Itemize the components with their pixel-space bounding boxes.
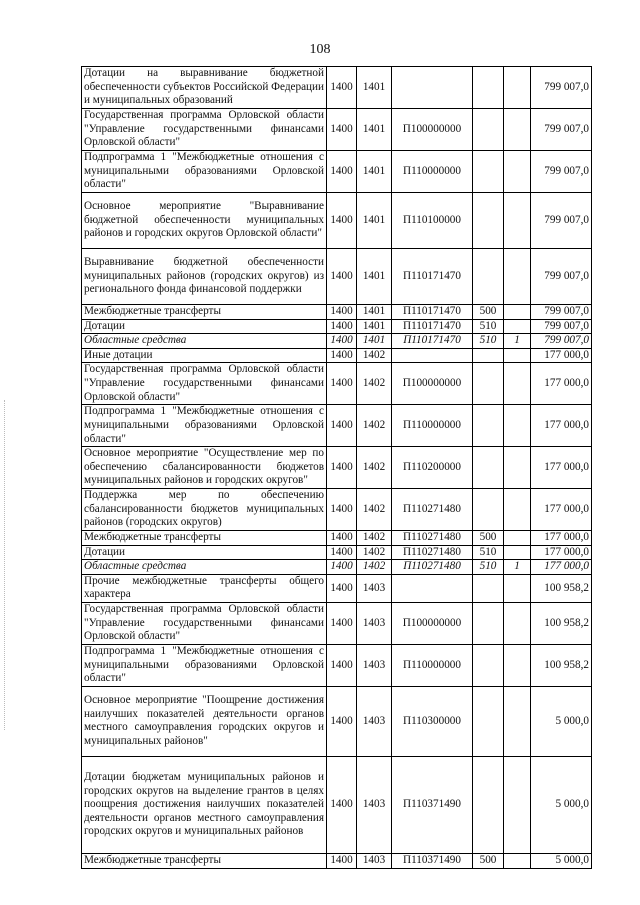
table-row (82, 489, 592, 531)
cell-funding-source (504, 67, 531, 109)
cell-funding-source: 1 (504, 334, 531, 349)
cell-name: Поддержка мер по обеспечению сбалансированности бюджетов муниципальных районов (городских округов) (82, 489, 327, 531)
cell-section: 1400 (327, 305, 357, 320)
table-row (82, 574, 592, 602)
cell-expense-type (473, 405, 504, 447)
cell-funding-source (504, 574, 531, 602)
cell-amount: 5 000,0 (531, 686, 592, 756)
cell-section: 1400 (327, 545, 357, 560)
cell-target-article: П110271480 (392, 545, 473, 560)
table-row (82, 319, 592, 334)
cell-target-article: П100000000 (392, 363, 473, 405)
cell-funding-source (504, 348, 531, 363)
cell-section: 1400 (327, 109, 357, 151)
cell-amount: 100 958,2 (531, 602, 592, 644)
table-row (82, 686, 592, 756)
cell-amount: 799 007,0 (531, 109, 592, 151)
cell-funding-source (504, 447, 531, 489)
cell-funding-source (504, 686, 531, 756)
cell-name: Межбюджетные трансферты (82, 853, 327, 868)
cell-name: Областные средства (82, 334, 327, 349)
table-row (82, 334, 592, 349)
cell-name: Дотации бюджетам муниципальных районов и городских округов на выделение грантов в целях поощрения достижения наилучших показателей деятельности органов местного самоуправления городских округов и муниципальных районов (82, 756, 327, 853)
cell-funding-source: 1 (504, 560, 531, 575)
cell-expense-type (473, 447, 504, 489)
cell-subsection: 1401 (357, 319, 392, 334)
cell-funding-source (504, 249, 531, 305)
table-row (82, 363, 592, 405)
cell-name: Межбюджетные трансферты (82, 305, 327, 320)
cell-target-article: П110171470 (392, 319, 473, 334)
cell-funding-source (504, 405, 531, 447)
cell-target-article (392, 67, 473, 109)
cell-section: 1400 (327, 151, 357, 193)
cell-amount: 100 958,2 (531, 574, 592, 602)
budget-table-body (82, 67, 592, 869)
cell-amount: 100 958,2 (531, 644, 592, 686)
margin-marks (4, 400, 7, 730)
cell-target-article: П110000000 (392, 405, 473, 447)
cell-expense-type: 510 (473, 334, 504, 349)
cell-name: Прочие межбюджетные трансферты общего характера (82, 574, 327, 602)
cell-subsection: 1401 (357, 305, 392, 320)
cell-section: 1400 (327, 530, 357, 545)
cell-funding-source (504, 305, 531, 320)
cell-amount: 5 000,0 (531, 756, 592, 853)
cell-section: 1400 (327, 853, 357, 868)
cell-funding-source (504, 545, 531, 560)
cell-funding-source (504, 644, 531, 686)
page-number: 108 (309, 42, 331, 57)
table-row (82, 644, 592, 686)
cell-name: Подпрограмма 1 "Межбюджетные отношения с муниципальными образованиями Орловской области" (82, 405, 327, 447)
cell-amount: 177 000,0 (531, 545, 592, 560)
table-row (82, 560, 592, 575)
cell-amount: 5 000,0 (531, 853, 592, 868)
cell-target-article (392, 574, 473, 602)
cell-expense-type (473, 193, 504, 249)
cell-name: Государственная программа Орловской области "Управление государственными финансами Орловской области" (82, 363, 327, 405)
cell-subsection: 1401 (357, 249, 392, 305)
cell-target-article: П110271480 (392, 530, 473, 545)
cell-subsection: 1402 (357, 348, 392, 363)
cell-target-article: П100000000 (392, 602, 473, 644)
cell-subsection: 1403 (357, 602, 392, 644)
budget-table (81, 66, 592, 869)
cell-expense-type: 500 (473, 853, 504, 868)
cell-name: Основное мероприятие "Осуществление мер по обеспечению сбалансированности бюджетов муниципальных районов и городских округов" (82, 447, 327, 489)
cell-expense-type (473, 602, 504, 644)
cell-section: 1400 (327, 249, 357, 305)
cell-target-article: П110100000 (392, 193, 473, 249)
cell-target-article: П110000000 (392, 151, 473, 193)
cell-expense-type (473, 756, 504, 853)
cell-subsection: 1403 (357, 644, 392, 686)
cell-expense-type: 500 (473, 530, 504, 545)
cell-subsection: 1402 (357, 560, 392, 575)
cell-amount: 799 007,0 (531, 305, 592, 320)
cell-target-article: П110171470 (392, 305, 473, 320)
cell-funding-source (504, 756, 531, 853)
cell-subsection: 1402 (357, 447, 392, 489)
cell-amount: 799 007,0 (531, 319, 592, 334)
cell-name: Подпрограмма 1 "Межбюджетные отношения с муниципальными образованиями Орловской области" (82, 151, 327, 193)
cell-section: 1400 (327, 334, 357, 349)
table-row (82, 249, 592, 305)
cell-section: 1400 (327, 644, 357, 686)
cell-expense-type: 510 (473, 545, 504, 560)
cell-target-article: П110200000 (392, 447, 473, 489)
cell-section: 1400 (327, 405, 357, 447)
cell-amount: 177 000,0 (531, 489, 592, 531)
cell-amount: 177 000,0 (531, 363, 592, 405)
cell-name: Дотации на выравнивание бюджетной обеспеченности субъектов Российской Федерации и муниципальных образований (82, 67, 327, 109)
cell-name: Иные дотации (82, 348, 327, 363)
cell-section: 1400 (327, 67, 357, 109)
table-row (82, 853, 592, 868)
cell-amount: 177 000,0 (531, 560, 592, 575)
cell-expense-type (473, 151, 504, 193)
cell-funding-source (504, 602, 531, 644)
cell-expense-type: 510 (473, 319, 504, 334)
cell-expense-type (473, 67, 504, 109)
table-row (82, 109, 592, 151)
cell-section: 1400 (327, 602, 357, 644)
cell-section: 1400 (327, 489, 357, 531)
cell-funding-source (504, 193, 531, 249)
table-row (82, 67, 592, 109)
cell-amount: 799 007,0 (531, 67, 592, 109)
cell-funding-source (504, 319, 531, 334)
cell-expense-type (473, 348, 504, 363)
cell-target-article: П110000000 (392, 644, 473, 686)
cell-name: Межбюджетные трансферты (82, 530, 327, 545)
cell-subsection: 1403 (357, 686, 392, 756)
cell-subsection: 1401 (357, 67, 392, 109)
cell-amount: 177 000,0 (531, 405, 592, 447)
cell-target-article: П110171470 (392, 249, 473, 305)
cell-name: Областные средства (82, 560, 327, 575)
cell-target-article: П110171470 (392, 334, 473, 349)
cell-section: 1400 (327, 193, 357, 249)
cell-target-article: П110300000 (392, 686, 473, 756)
cell-funding-source (504, 489, 531, 531)
table-row (82, 151, 592, 193)
cell-subsection: 1403 (357, 853, 392, 868)
table-row (82, 405, 592, 447)
cell-subsection: 1401 (357, 193, 392, 249)
cell-amount: 799 007,0 (531, 334, 592, 349)
cell-funding-source (504, 109, 531, 151)
table-row (82, 756, 592, 853)
cell-subsection: 1403 (357, 756, 392, 853)
cell-funding-source (504, 530, 531, 545)
cell-subsection: 1403 (357, 574, 392, 602)
table-row (82, 447, 592, 489)
cell-name: Основное мероприятие "Выравнивание бюджетной обеспеченности муниципальных районов и городских округов Орловской области" (82, 193, 327, 249)
cell-amount: 177 000,0 (531, 530, 592, 545)
cell-subsection: 1401 (357, 334, 392, 349)
cell-subsection: 1402 (357, 405, 392, 447)
cell-expense-type (473, 363, 504, 405)
cell-funding-source (504, 853, 531, 868)
cell-subsection: 1401 (357, 109, 392, 151)
cell-section: 1400 (327, 319, 357, 334)
cell-subsection: 1401 (357, 151, 392, 193)
cell-expense-type (473, 574, 504, 602)
cell-expense-type (473, 489, 504, 531)
cell-subsection: 1402 (357, 489, 392, 531)
cell-subsection: 1402 (357, 530, 392, 545)
cell-expense-type (473, 249, 504, 305)
cell-expense-type: 500 (473, 305, 504, 320)
cell-section: 1400 (327, 363, 357, 405)
cell-amount: 799 007,0 (531, 249, 592, 305)
cell-name: Основное мероприятие "Поощрение достижения наилучших показателей деятельности органов местного самоуправления городских округов и муниципальных районов" (82, 686, 327, 756)
cell-section: 1400 (327, 574, 357, 602)
cell-target-article: П110271480 (392, 489, 473, 531)
cell-target-article: П110371490 (392, 853, 473, 868)
cell-amount: 177 000,0 (531, 348, 592, 363)
cell-amount: 799 007,0 (531, 151, 592, 193)
cell-funding-source (504, 363, 531, 405)
cell-target-article: П110271480 (392, 560, 473, 575)
table-row (82, 545, 592, 560)
cell-name: Подпрограмма 1 "Межбюджетные отношения с муниципальными образованиями Орловской области" (82, 644, 327, 686)
cell-section: 1400 (327, 348, 357, 363)
cell-expense-type (473, 686, 504, 756)
cell-expense-type (473, 109, 504, 151)
cell-funding-source (504, 151, 531, 193)
table-row (82, 193, 592, 249)
cell-section: 1400 (327, 447, 357, 489)
cell-subsection: 1402 (357, 363, 392, 405)
table-row (82, 305, 592, 320)
cell-name: Дотации (82, 545, 327, 560)
cell-subsection: 1402 (357, 545, 392, 560)
cell-target-article: П110371490 (392, 756, 473, 853)
cell-target-article (392, 348, 473, 363)
cell-expense-type (473, 644, 504, 686)
cell-section: 1400 (327, 560, 357, 575)
table-row (82, 348, 592, 363)
cell-name: Дотации (82, 319, 327, 334)
cell-expense-type: 510 (473, 560, 504, 575)
cell-section: 1400 (327, 756, 357, 853)
cell-name: Выравнивание бюджетной обеспеченности муниципальных районов (городских округов) из регионального фонда финансовой поддержки (82, 249, 327, 305)
cell-name: Государственная программа Орловской области "Управление государственными финансами Орловской области" (82, 602, 327, 644)
table-row (82, 602, 592, 644)
cell-amount: 799 007,0 (531, 193, 592, 249)
cell-name: Государственная программа Орловской области "Управление государственными финансами Орловской области" (82, 109, 327, 151)
cell-section: 1400 (327, 686, 357, 756)
cell-amount: 177 000,0 (531, 447, 592, 489)
table-row (82, 530, 592, 545)
cell-target-article: П100000000 (392, 109, 473, 151)
